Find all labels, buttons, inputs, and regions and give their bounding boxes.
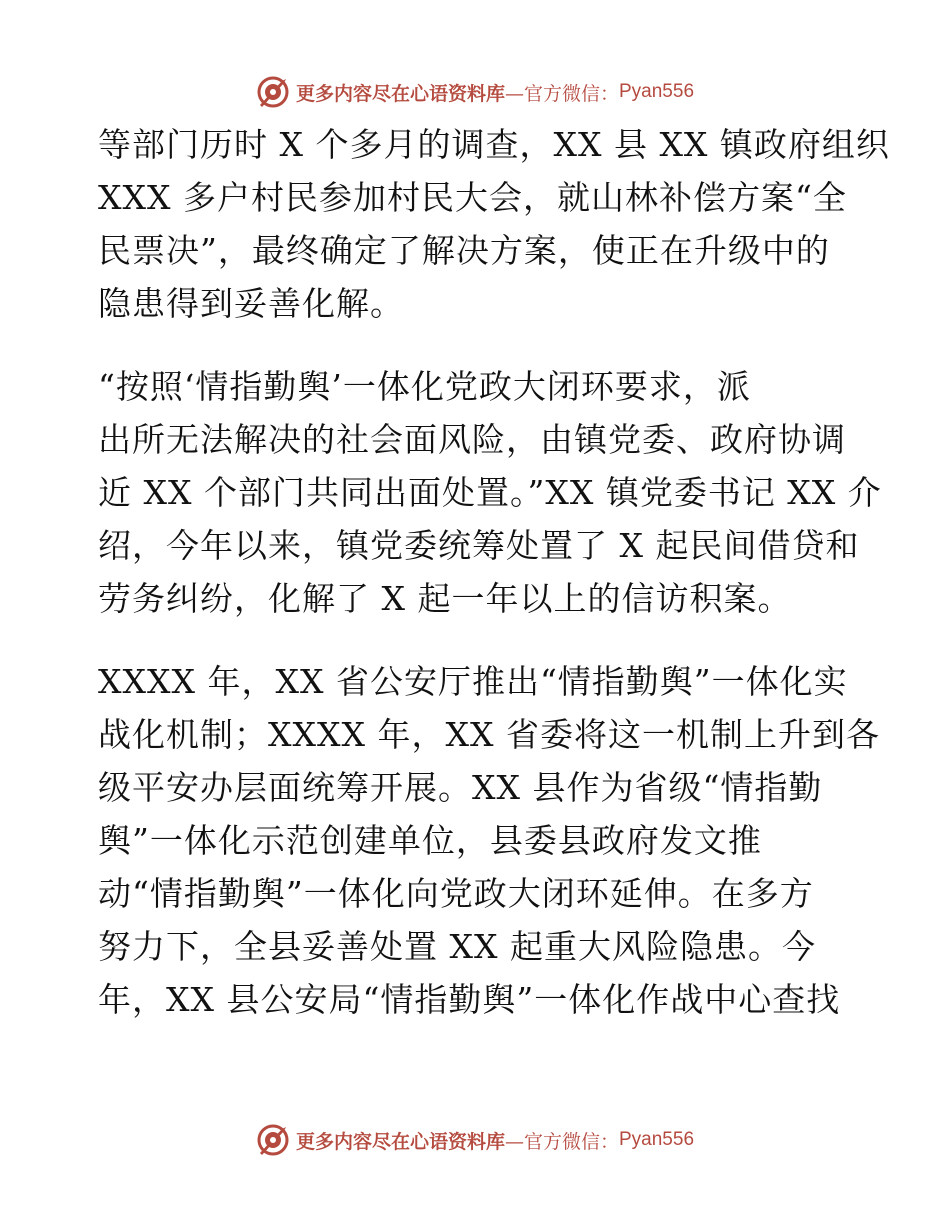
paragraph-spacer: [98, 330, 878, 360]
text-line: 出所无法解决的社会面风险，由镇党委、政府协调: [98, 420, 846, 459]
paragraph-3: [98, 655, 878, 1026]
text-line: 舆”一体化示范创建单位，县委县政府发文推: [98, 821, 762, 860]
text-line: 动“情指勤舆”一体化向党政大闭环延伸。在多方: [98, 874, 814, 913]
text-line: XXX 多户村民参加村民大会，就山林补偿方案“全: [98, 178, 847, 217]
header-banner-text: 更多内容尽在心语资料库: [295, 82, 505, 105]
text-line: 努力下，全县妥善处置 XX 起重大风险隐患。今: [98, 927, 816, 966]
text-line: 年，XX 县公安局“情指勤舆”一体化作战中心查找: [98, 980, 841, 1019]
paragraph-2: [98, 360, 882, 625]
footer-banner-official: —官方微信：: [504, 1130, 619, 1153]
footer-banner-text: 更多内容尽在心语资料库: [295, 1130, 505, 1153]
quill-seal-icon: [256, 1123, 290, 1157]
text-line: 近 XX 个部门共同出面处置。”XX 镇党委书记 XX 介: [98, 473, 882, 512]
header-banner-official: —官方微信：: [504, 82, 619, 105]
header-watermark-banner: [0, 72, 950, 112]
text-line: 级平安办层面统筹开展。XX 县作为省级“情指勤: [98, 768, 823, 807]
text-line: 战化机制；XXXX 年，XX 省委将这一机制上升到各: [98, 715, 880, 754]
quill-seal-icon: [256, 75, 290, 109]
text-line: 隐患得到妥善化解。: [98, 284, 404, 323]
document-body: [98, 118, 890, 1026]
text-line: 等部门历时 X 个多月的调查，XX 县 XX 镇政府组织: [98, 125, 890, 164]
footer-banner-wechat-id: Pyan556: [619, 1129, 695, 1150]
footer-watermark-banner: [0, 1120, 950, 1160]
text-line: “按照‘情指勤舆’一体化党政大闭环要求，派: [98, 367, 751, 406]
text-line: 绍，今年以来，镇党委统筹处置了 X 起民间借贷和: [98, 526, 860, 565]
header-banner-wechat-id: Pyan556: [619, 81, 695, 102]
text-line: 民票决”，最终确定了解决方案，使正在升级中的: [98, 231, 830, 270]
text-line: 劳务纠纷，化解了 X 起一年以上的信访积案。: [98, 579, 792, 618]
paragraph-spacer: [98, 625, 878, 655]
paragraph-1: [98, 118, 890, 330]
text-line: XXXX 年，XX 省公安厅推出“情指勤舆”一体化实: [98, 662, 848, 701]
